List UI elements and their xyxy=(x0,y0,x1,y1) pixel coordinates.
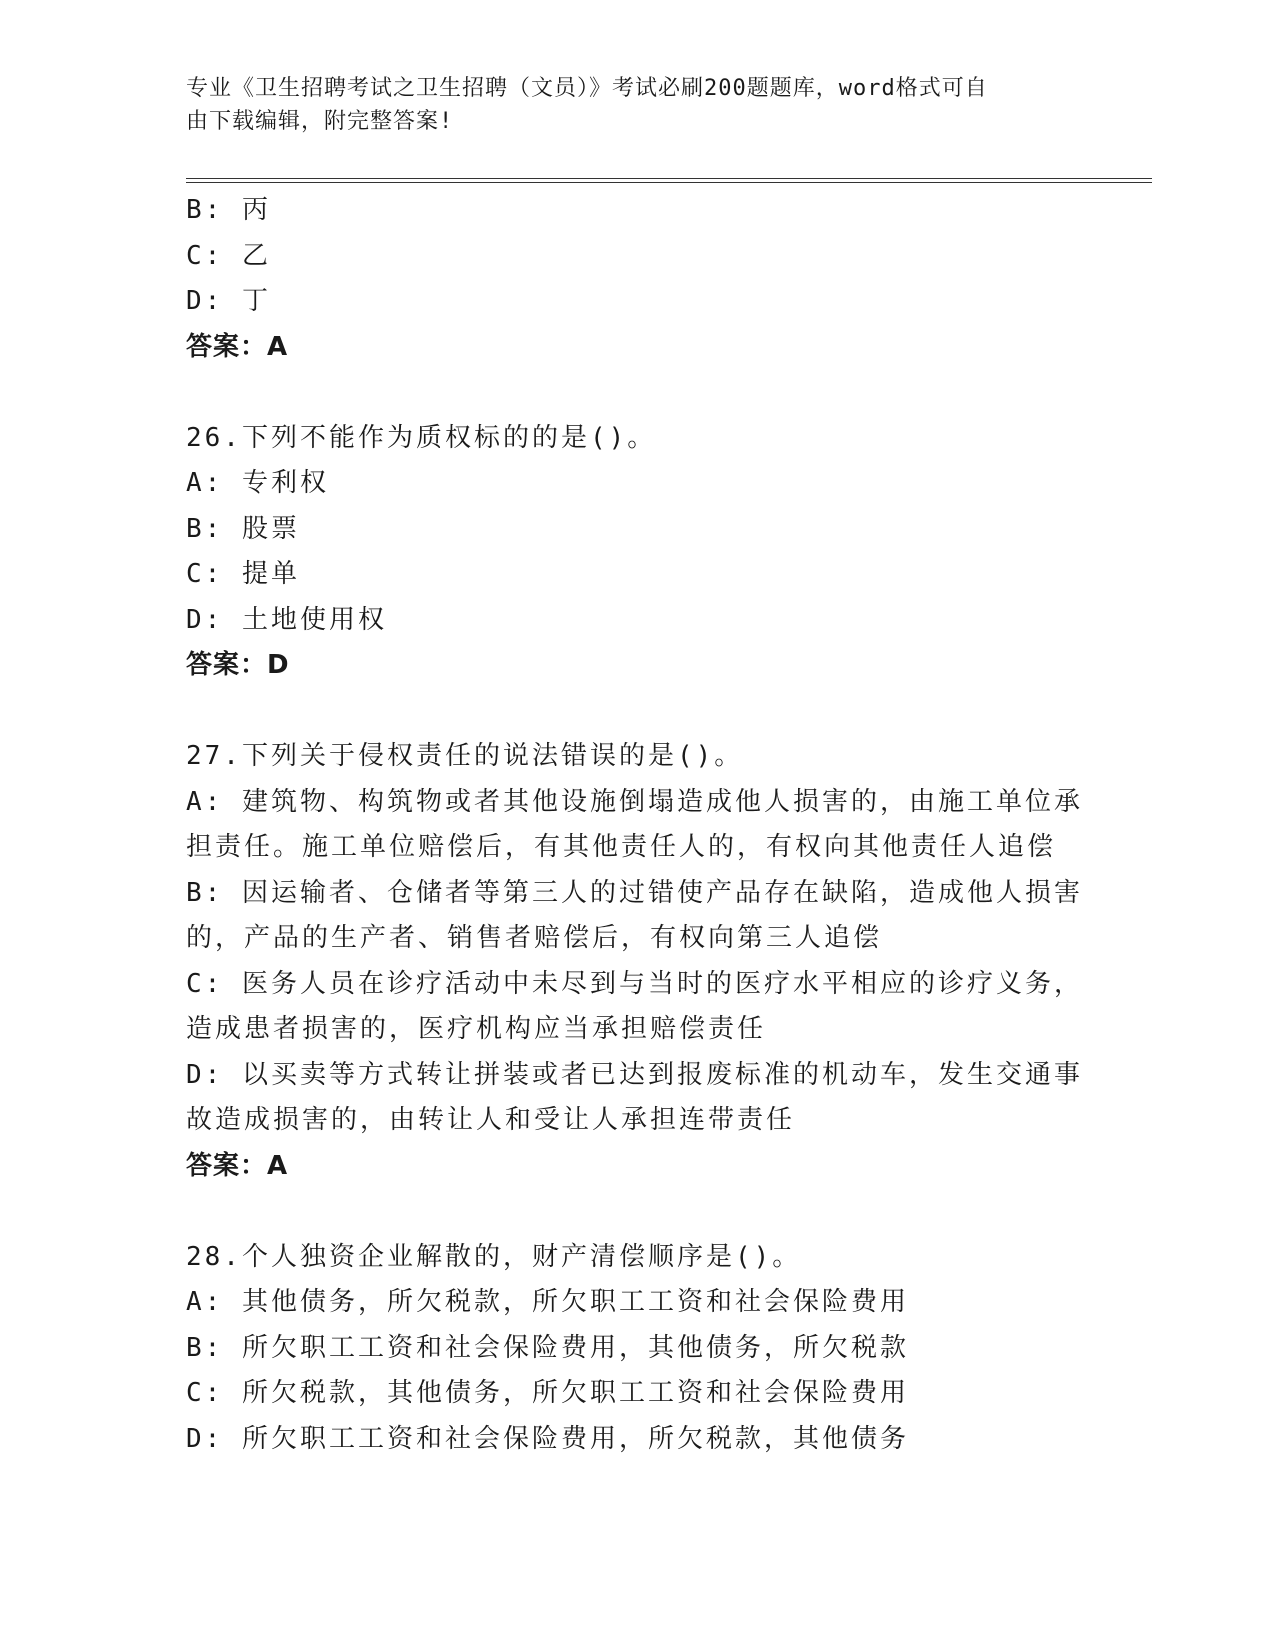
option-d: D: 所欠职工工资和社会保险费用，所欠税款，其他债务 xyxy=(186,1423,909,1454)
option-a: A: 其他债务，所欠税款，所欠职工工资和社会保险费用 xyxy=(186,1287,909,1317)
answer-label: 答案：A xyxy=(186,1150,289,1181)
option-a-line-2: 担责任。施工单位赔偿后，有其他责任人的，有权向其他责任人追偿 xyxy=(186,832,1057,862)
answer-label: 答案：D xyxy=(186,650,290,680)
question-28 xyxy=(186,1235,1086,1463)
question-list xyxy=(186,188,1086,1462)
option-d: D: 丁 xyxy=(186,286,271,316)
question-stem: 26.下列不能作为质权标的的是()。 xyxy=(186,422,657,453)
option-a-line-1: A: 建筑物、构筑物或者其他设施倒塌造成他人损害的，由施工单位承 xyxy=(186,786,1083,817)
option-c-line-2: 造成患者损害的，医疗机构应当承担赔偿责任 xyxy=(186,1014,767,1044)
option-c: C: 所欠税款，其他债务，所欠职工工资和社会保险费用 xyxy=(186,1378,909,1408)
header-title-line-1: 专业《卫生招聘考试之卫生招聘（文员）》考试必刷200题题库，word格式可自 xyxy=(186,76,988,101)
option-d-line-2: 故造成损害的，由转让人和受让人承担连带责任 xyxy=(186,1105,796,1135)
option-b: B: 股票 xyxy=(186,513,300,544)
option-c: C: 提单 xyxy=(186,559,300,589)
option-c-line-1: C: 医务人员在诊疗活动中未尽到与当时的医疗水平相应的诊疗义务， xyxy=(186,968,1083,999)
question-stem: 28.个人独资企业解散的，财产清偿顺序是()。 xyxy=(186,1241,802,1272)
question-27 xyxy=(186,734,1086,1189)
option-b: B: 所欠职工工资和社会保险费用，其他债务，所欠税款 xyxy=(186,1332,909,1363)
spacer xyxy=(186,370,1086,416)
option-d-line-1: D: 以买卖等方式转让拼装或者已达到报废标准的机动车，发生交通事 xyxy=(186,1059,1083,1090)
spacer xyxy=(186,689,1086,735)
option-b-line-1: B: 因运输者、仓储者等第三人的过错使产品存在缺陷，造成他人损害 xyxy=(186,877,1083,908)
option-b-line-2: 的，产品的生产者、销售者赔偿后，有权向第三人追偿 xyxy=(186,923,883,953)
spacer xyxy=(186,1189,1086,1235)
option-b: B: 丙 xyxy=(186,195,271,225)
option-d: D: 土地使用权 xyxy=(186,604,387,635)
document-header xyxy=(186,72,1066,138)
header-title-line-2: 由下载编辑，附完整答案! xyxy=(186,109,454,134)
header-divider-bottom xyxy=(186,182,1152,183)
question-25-continued xyxy=(186,188,1086,370)
question-26 xyxy=(186,416,1086,689)
option-c: C: 乙 xyxy=(186,240,271,271)
option-a: A: 专利权 xyxy=(186,468,329,498)
header-divider-top xyxy=(186,178,1152,179)
answer-label: 答案：A xyxy=(186,331,289,362)
question-stem: 27.下列关于侵权责任的说法错误的是()。 xyxy=(186,741,744,771)
